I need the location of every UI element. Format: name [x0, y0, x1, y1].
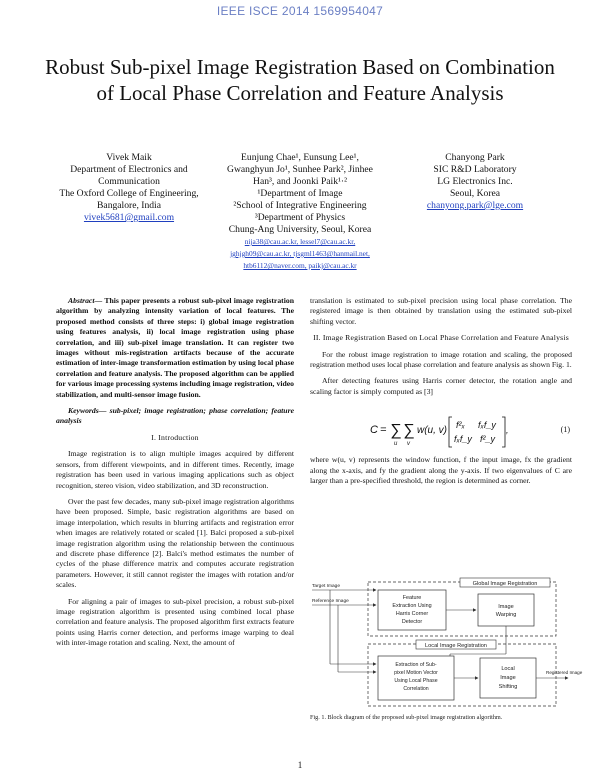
affiliation-line: LG Electronics Inc.: [437, 176, 513, 187]
author-block-right: [390, 152, 560, 212]
affiliation-line: Bangalore, India: [97, 200, 161, 211]
author-block-middle: [212, 152, 388, 272]
author-name: Chanyong Park: [445, 152, 505, 163]
abstract-text: This paper presents a robust sub-pixel image registration algorithm by analyzing intensity variation of local features. The proposed method consists of three steps: i) global image registration using features analysis, ii) local image registration using phase correlation, and iii) sub-pixel image translation. It can register two images without mis-registration artifacts because of the accurate estimation of inter-image transformation estimation by using local phase correlation and feature analysis. The proposed algorithm can be applied for various image processing systems including image registration, video stabilization, and multi-sensor image fusion.: [56, 296, 294, 399]
section-heading: II. Image Registration Based on Local Phase Correlation and Feature Analysis: [313, 333, 569, 343]
left-column: [56, 296, 294, 655]
svg-text:fₓf_y: fₓf_y: [454, 434, 472, 445]
svg-text:∑: ∑: [403, 422, 415, 440]
affiliation-line: ¹Department of Image: [257, 188, 343, 199]
motion-box-line: Extraction of Sub-: [395, 662, 437, 668]
input-target-label: Target Image: [312, 584, 340, 589]
equation-number: (1): [560, 425, 570, 435]
shifting-box-line: Local: [501, 666, 515, 672]
shifting-box-line: Image: [500, 675, 516, 681]
svg-text:fₓf_y: fₓf_y: [478, 420, 496, 431]
feature-box-line: Feature: [402, 595, 422, 601]
right-column: [310, 296, 572, 492]
feature-box-line: Detector: [401, 619, 423, 625]
figure-caption: Fig. 1. Block diagram of the proposed sub-pixel image registration algorithm.: [310, 714, 503, 721]
equation-1: [310, 403, 572, 455]
affiliation-line: Chung-Ang University, Seoul, Korea: [228, 224, 372, 235]
motion-box-line: Correlation: [403, 686, 429, 692]
block-diagram: [310, 578, 583, 708]
output-label: Registered Image: [546, 670, 583, 675]
svg-text:C: C: [370, 424, 378, 437]
paragraph: Over the past few decades, many sub-pixel image registration algorithms have been proposed. Simple, basic registration algorithms are based on image interpolation, which results in blurring artifacts and registration error when images are relatively rotated or scaled [1]. Balci proposed a sub-pixel image registration algorithm using the relationship between the continuous and discrete phase difference [2]. Balci's method estimates the number of cycles of the phase difference matrix and computes accurate registration parameters. However, it still cannot register the images with rotation and/or scales.: [56, 496, 294, 590]
feature-box-line: Extraction Using: [392, 603, 432, 609]
warping-box-line: Image: [498, 604, 514, 610]
block-diagram-svg: [310, 578, 583, 708]
svg-text:f²ₓ: f²ₓ: [456, 420, 465, 431]
keywords-text: sub-pixel; image registration; phase correlation; feature analysis: [56, 406, 294, 426]
page-number: 1: [297, 760, 303, 770]
affiliation-line: Seoul, Korea: [449, 188, 501, 199]
image-warping-box: [478, 594, 534, 626]
affiliation-line: Communication: [98, 176, 160, 187]
svg-text:∑: ∑: [390, 422, 402, 440]
conference-header: IEEE ISCE 2014 1569954047: [216, 4, 384, 18]
author-email-link[interactable]: nija38@cau.ac.kr, lessel7@cau.ac.kr,: [244, 237, 356, 246]
section-heading: I. Introduction: [151, 432, 199, 442]
author-block-left: [44, 152, 214, 224]
svg-text:w(u, v): w(u, v): [417, 425, 447, 437]
input-reference-label: Reference Image: [312, 599, 349, 604]
author-names: Gwanghyun Jo¹, Sunhee Park², Jinhee: [227, 164, 373, 175]
author-email-link[interactable]: chanyong.park@lge.com: [426, 200, 524, 211]
shifting-box-line: Shifting: [498, 684, 518, 690]
svg-text:=: =: [380, 424, 387, 437]
author-name: Vivek Maik: [106, 152, 152, 163]
paragraph: translation is estimated to sub-pixel precision using local phase correlation. The registered image is then obtained by translation using the estimated sub-pixel shifting vector.: [310, 296, 572, 326]
svg-text:u: u: [394, 441, 398, 448]
motion-box-line: Using Local Phase: [394, 678, 438, 684]
paragraph: After detecting features using Harris corner detector, the rotation angle and scaling factor is simply computed as [3]: [310, 376, 572, 396]
author-email-link[interactable]: vivek5681@gmail.com: [83, 212, 175, 223]
keywords: [56, 406, 294, 427]
affiliation-line: ²School of Integrative Engineering: [233, 200, 367, 211]
feature-box-line: Harris Corner: [395, 611, 429, 617]
author-names: Eunjung Chae¹, Eunsung Lee¹,: [241, 152, 359, 163]
paragraph: where w(u, v) represents the window function, f the input image, fx the gradient along the x-axis, and fy the gradient along the y-axis. If two eigenvalues of C are larger than a pre-specified threshold, the region is determined as corner.: [310, 455, 572, 486]
keywords-label: Keywords—: [68, 406, 107, 416]
svg-text:f²_y: f²_y: [480, 434, 496, 445]
equation-graphic: [310, 403, 572, 455]
motion-box-line: pixel Motion Vector: [394, 670, 438, 676]
global-label: Global Image Registration: [472, 581, 538, 587]
paragraph: For the robust image registration to image rotation and scaling, the proposed registration method uses local phase correlation and feature analysis as shown Fig. 1.: [310, 349, 572, 370]
affiliation-line: The Oxford College of Engineering,: [59, 188, 199, 199]
paper-title: Robust Sub-pixel Image Registration Based on Combination of Local Phase Correlation and Feature Analysis: [45, 55, 555, 105]
paragraph: Image registration is to align multiple images acquired by different sensors, from different viewpoints, and in different times. Recently, image registration has been used in various imaging applications such as object recognition, stereo vision, video stabilization, and 3D reconstruction.: [56, 449, 294, 490]
local-label: Local Image Registration: [425, 643, 487, 649]
abstract-label: Abstract—: [68, 296, 103, 305]
svg-text:v: v: [407, 441, 410, 448]
affiliation-line: Department of Electronics and: [70, 164, 188, 175]
author-names: Han³, and Joonki Paik¹·²: [253, 176, 347, 187]
affiliation-line: ³Department of Physics: [254, 212, 346, 223]
paragraph: For aligning a pair of images to sub-pixel precision, a robust sub-pixel image registration algorithm is presented using combined local phase correlation and feature analysis. The proposed algorithm first extracts feature points using Harris corner detection, and performs image warping to deal with inter-image rotation and scaling. Next, the amount of: [56, 596, 294, 648]
author-email-link[interactable]: htb6112@naver.com, paikj@cau.ac.kr: [243, 261, 357, 270]
author-email-link[interactable]: jghjgh09@cau.ac.kr, tjsgml1463@hanmail.net,: [230, 249, 370, 258]
abstract: [56, 296, 294, 400]
affiliation-line: SIC R&D Laboratory: [433, 164, 517, 175]
svg-text:,: ,: [506, 425, 509, 436]
warping-box-line: Warping: [495, 612, 517, 618]
